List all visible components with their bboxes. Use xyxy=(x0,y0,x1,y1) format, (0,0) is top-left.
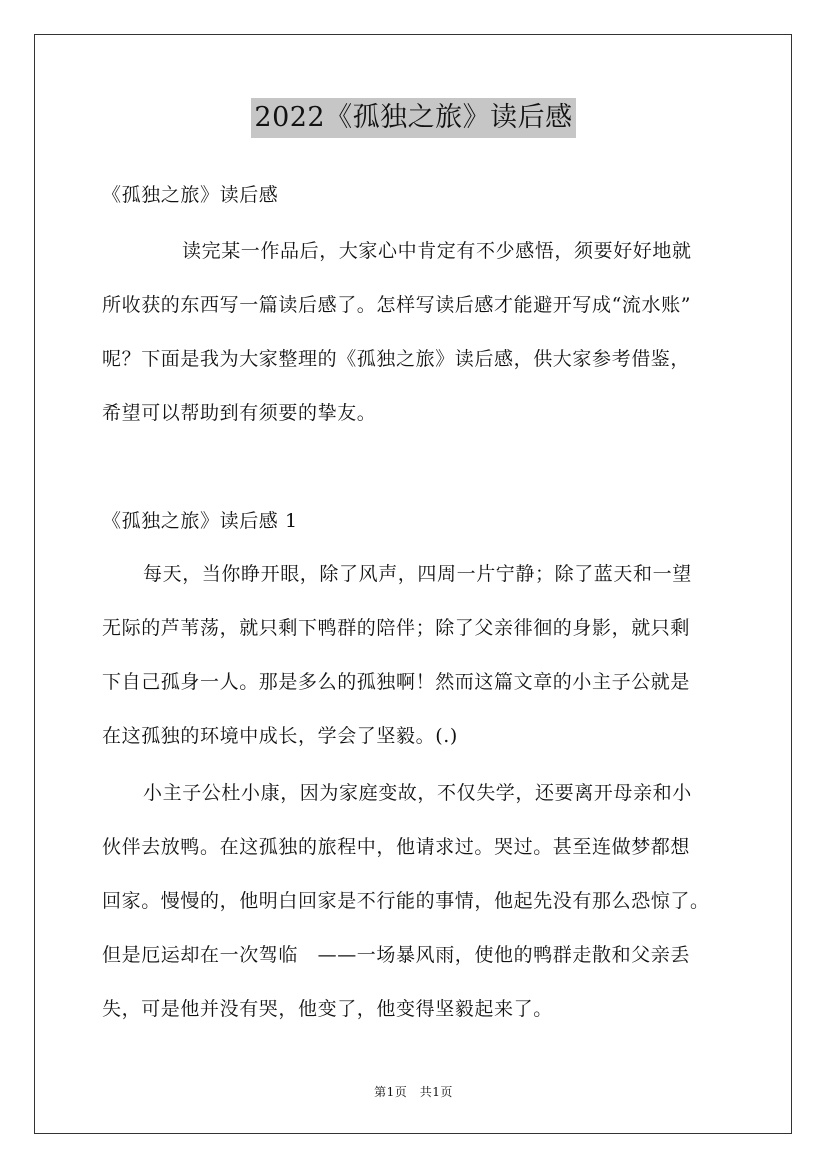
intro-line-3: 呢？下面是我为大家整理的《孤独之旅》读后感，供大家参考借鉴， xyxy=(102,348,691,370)
page-number-footer: 第1页 共1页 xyxy=(374,1085,453,1099)
para2-line-3: 回家。慢慢的，他明白回家是不行能的事情，他起先没有那么恐惊了。 xyxy=(102,890,710,912)
intro-line-1: 读完某一作品后，大家心中肯定有不少感悟，须要好好地就 xyxy=(182,240,692,262)
para1-line-2: 无际的芦苇荡，就只剩下鸭群的陪伴；除了父亲徘徊的身影，就只剩 xyxy=(102,617,691,639)
para2-line-1: 小主子公杜小康，因为家庭变故，不仅失学，还要离开母亲和小 xyxy=(143,782,692,804)
document-title: 2022《孤独之旅》读后感 xyxy=(251,98,575,138)
para1-line-3: 下自己孤身一人。那是多么的孤独啊！然而这篇文章的小主子公就是 xyxy=(102,671,691,693)
para1-line-4: 在这孤独的环境中成长，学会了坚毅。(.) xyxy=(102,725,458,747)
para2-line-4: 但是厄运却在一次驾临 ——一场暴风雨，使他的鸭群走散和父亲丢 xyxy=(102,944,691,966)
section-heading: 《孤独之旅》读后感 1 xyxy=(102,510,298,532)
document-heading: 《孤独之旅》读后感 xyxy=(102,184,279,206)
para1-line-1: 每天，当你睁开眼，除了风声，四周一片宁静；除了蓝天和一望 xyxy=(143,563,692,585)
intro-line-2: 所收获的东西写一篇读后感了。怎样写读后感才能避开写成“流水账” xyxy=(102,294,692,316)
title-container xyxy=(0,98,827,138)
intro-line-4: 希望可以帮助到有须要的挚友。 xyxy=(102,402,377,424)
para2-line-5: 失，可是他并没有哭，他变了，他变得坚毅起来了。 xyxy=(102,998,553,1020)
para2-line-2: 伙伴去放鸭。在这孤独的旅程中，他请求过。哭过。甚至连做梦都想 xyxy=(102,836,691,858)
